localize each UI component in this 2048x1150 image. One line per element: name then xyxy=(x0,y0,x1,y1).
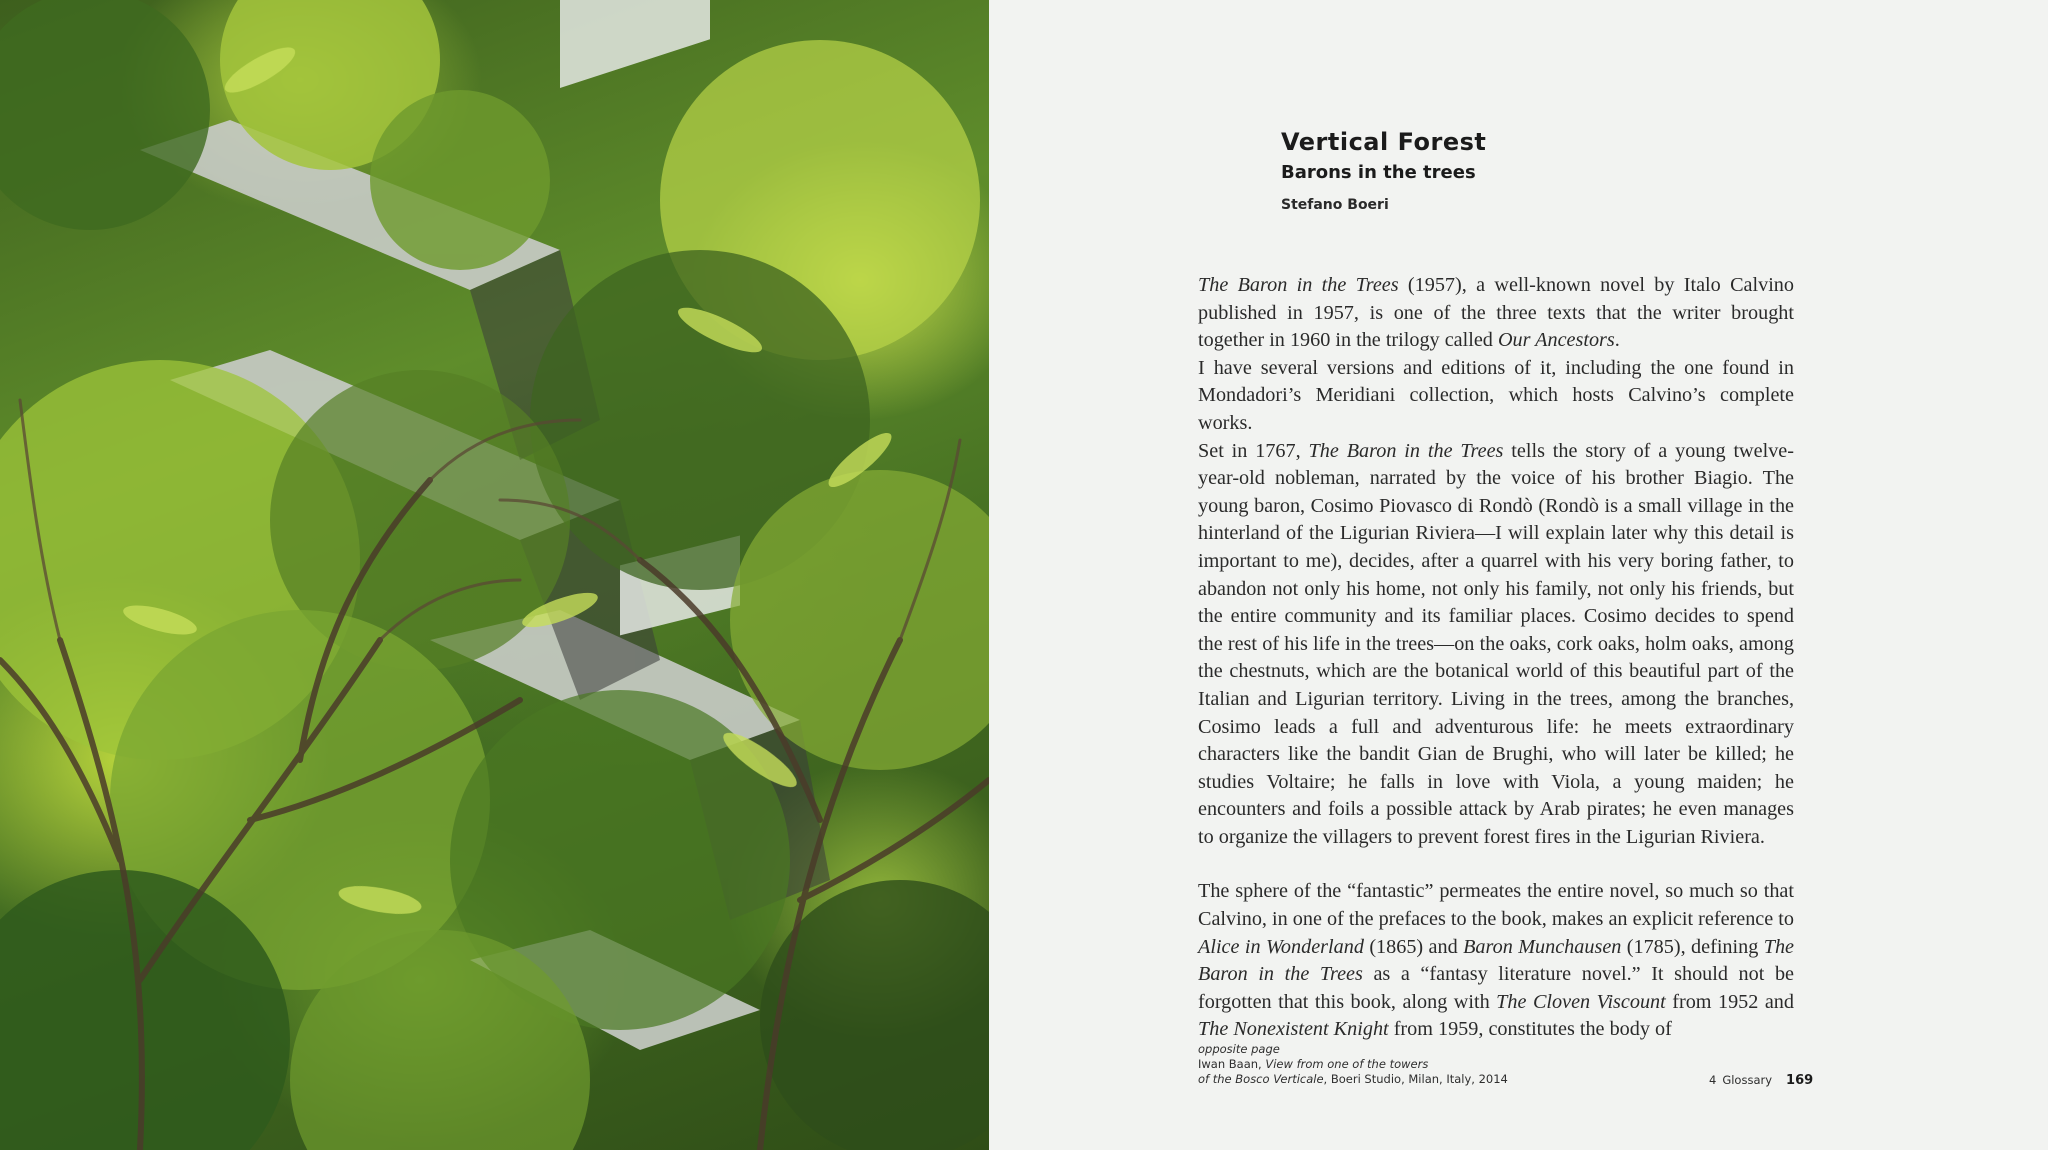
article-header xyxy=(1281,128,1486,213)
text-run: (1957), a well-known novel by Italo Calvino published in 1957, is one of the three texts that the writer brought together in 1960 in the trilogy called xyxy=(1198,274,1794,352)
text-run: (1785), defining xyxy=(1621,935,1764,958)
caption-label: opposite page xyxy=(1198,1042,1280,1056)
caption-credit-line xyxy=(1198,1057,1558,1072)
text-run: from 1952 and xyxy=(1665,990,1794,1013)
italic-title-run: Alice in Wonderland xyxy=(1198,935,1364,958)
text-page xyxy=(989,0,2048,1150)
text-run: . xyxy=(1614,329,1620,352)
caption-credit: Iwan Baan, xyxy=(1198,1057,1266,1071)
italic-title-run: The Baron in the Trees xyxy=(1198,935,1794,986)
text-run: Set in 1767, xyxy=(1198,439,1309,462)
italic-title-run: The Baron in the Trees xyxy=(1308,439,1504,462)
folio-section: Glossary xyxy=(1722,1073,1773,1087)
text-run: tells the story of a young twelve-year-old nobleman, narrated by the voice of his brother Biagio. The young baron, Cosimo Piovasco di Rondò (Rondò is a small village in the hinterland of the Ligurian Riviera—I will explain later why this detail is important to me), decides, after a quarrel with his very boring father, to abandon not only his home, not only his family, not only his friends, but the entire community and its familiar places. Cosimo decides to spend the rest of his life in the trees—on the oaks, cork oaks, holm oaks, among the chestnuts, which are the botanical world of this beautiful part of the Italian and Ligurian territory. Living in the trees, among the branches, Cosimo leads a full and adventurous life: he meets extraordinary characters like the bandit Gian de Brughi, who will later be killed; he studies Voltaire; he falls in love with Viola, a young maiden; he encounters and foils a possible attack by Arab pirates; he even manages to organize the villagers to prevent forest fires in the Ligurian Riviera. xyxy=(1198,439,1794,848)
text-run: I have several versions and editions of it, including the one found in Mondadori’s Meridiani collection, which hosts Calvino’s complete works. xyxy=(1198,356,1794,434)
article-subtitle: Barons in the trees xyxy=(1281,162,1476,183)
article-body xyxy=(1198,272,1794,1044)
text-run: The sphere of the “fantastic” permeates the entire novel, so much so that Calvino, in one of the prefaces to the book, makes an explicit reference to xyxy=(1198,880,1794,931)
page-number: 169 xyxy=(1786,1073,1814,1088)
page-folio xyxy=(1709,1073,1814,1088)
italic-title-run: The Cloven Viscount xyxy=(1496,990,1666,1013)
caption-work-line1: View from one of the towers xyxy=(1265,1057,1429,1071)
text-run: from 1959, constitutes the body of xyxy=(1388,1018,1672,1041)
body-paragraph-2 xyxy=(1198,355,1794,438)
body-paragraph-1 xyxy=(1198,272,1794,355)
caption-details: , Boeri Studio, Milan, Italy, 2014 xyxy=(1323,1072,1508,1086)
body-paragraph-4 xyxy=(1198,878,1794,1044)
italic-title-run: Our Ancestors xyxy=(1497,329,1615,352)
photo-caption xyxy=(1198,1042,1558,1087)
article-title: Vertical Forest xyxy=(1281,128,1487,156)
folio-chapter: 4 xyxy=(1709,1073,1717,1087)
italic-title-run: Baron Munchausen xyxy=(1463,935,1622,958)
italic-title-run: The Baron in the Trees xyxy=(1198,274,1399,296)
article-author: Stefano Boeri xyxy=(1281,197,1389,213)
photo-illustration xyxy=(0,0,989,1150)
caption-work-line xyxy=(1198,1072,1558,1087)
photo-vertical-forest xyxy=(0,0,989,1150)
caption-work-line2: of the Bosco Verticale xyxy=(1198,1072,1324,1086)
italic-title-run: The Nonexistent Knight xyxy=(1198,1018,1389,1041)
text-run: (1865) and xyxy=(1363,935,1464,958)
text-run: as a “fantasy literature novel.” It should not be forgotten that this book, along with xyxy=(1198,963,1794,1013)
body-paragraph-3 xyxy=(1198,438,1794,852)
